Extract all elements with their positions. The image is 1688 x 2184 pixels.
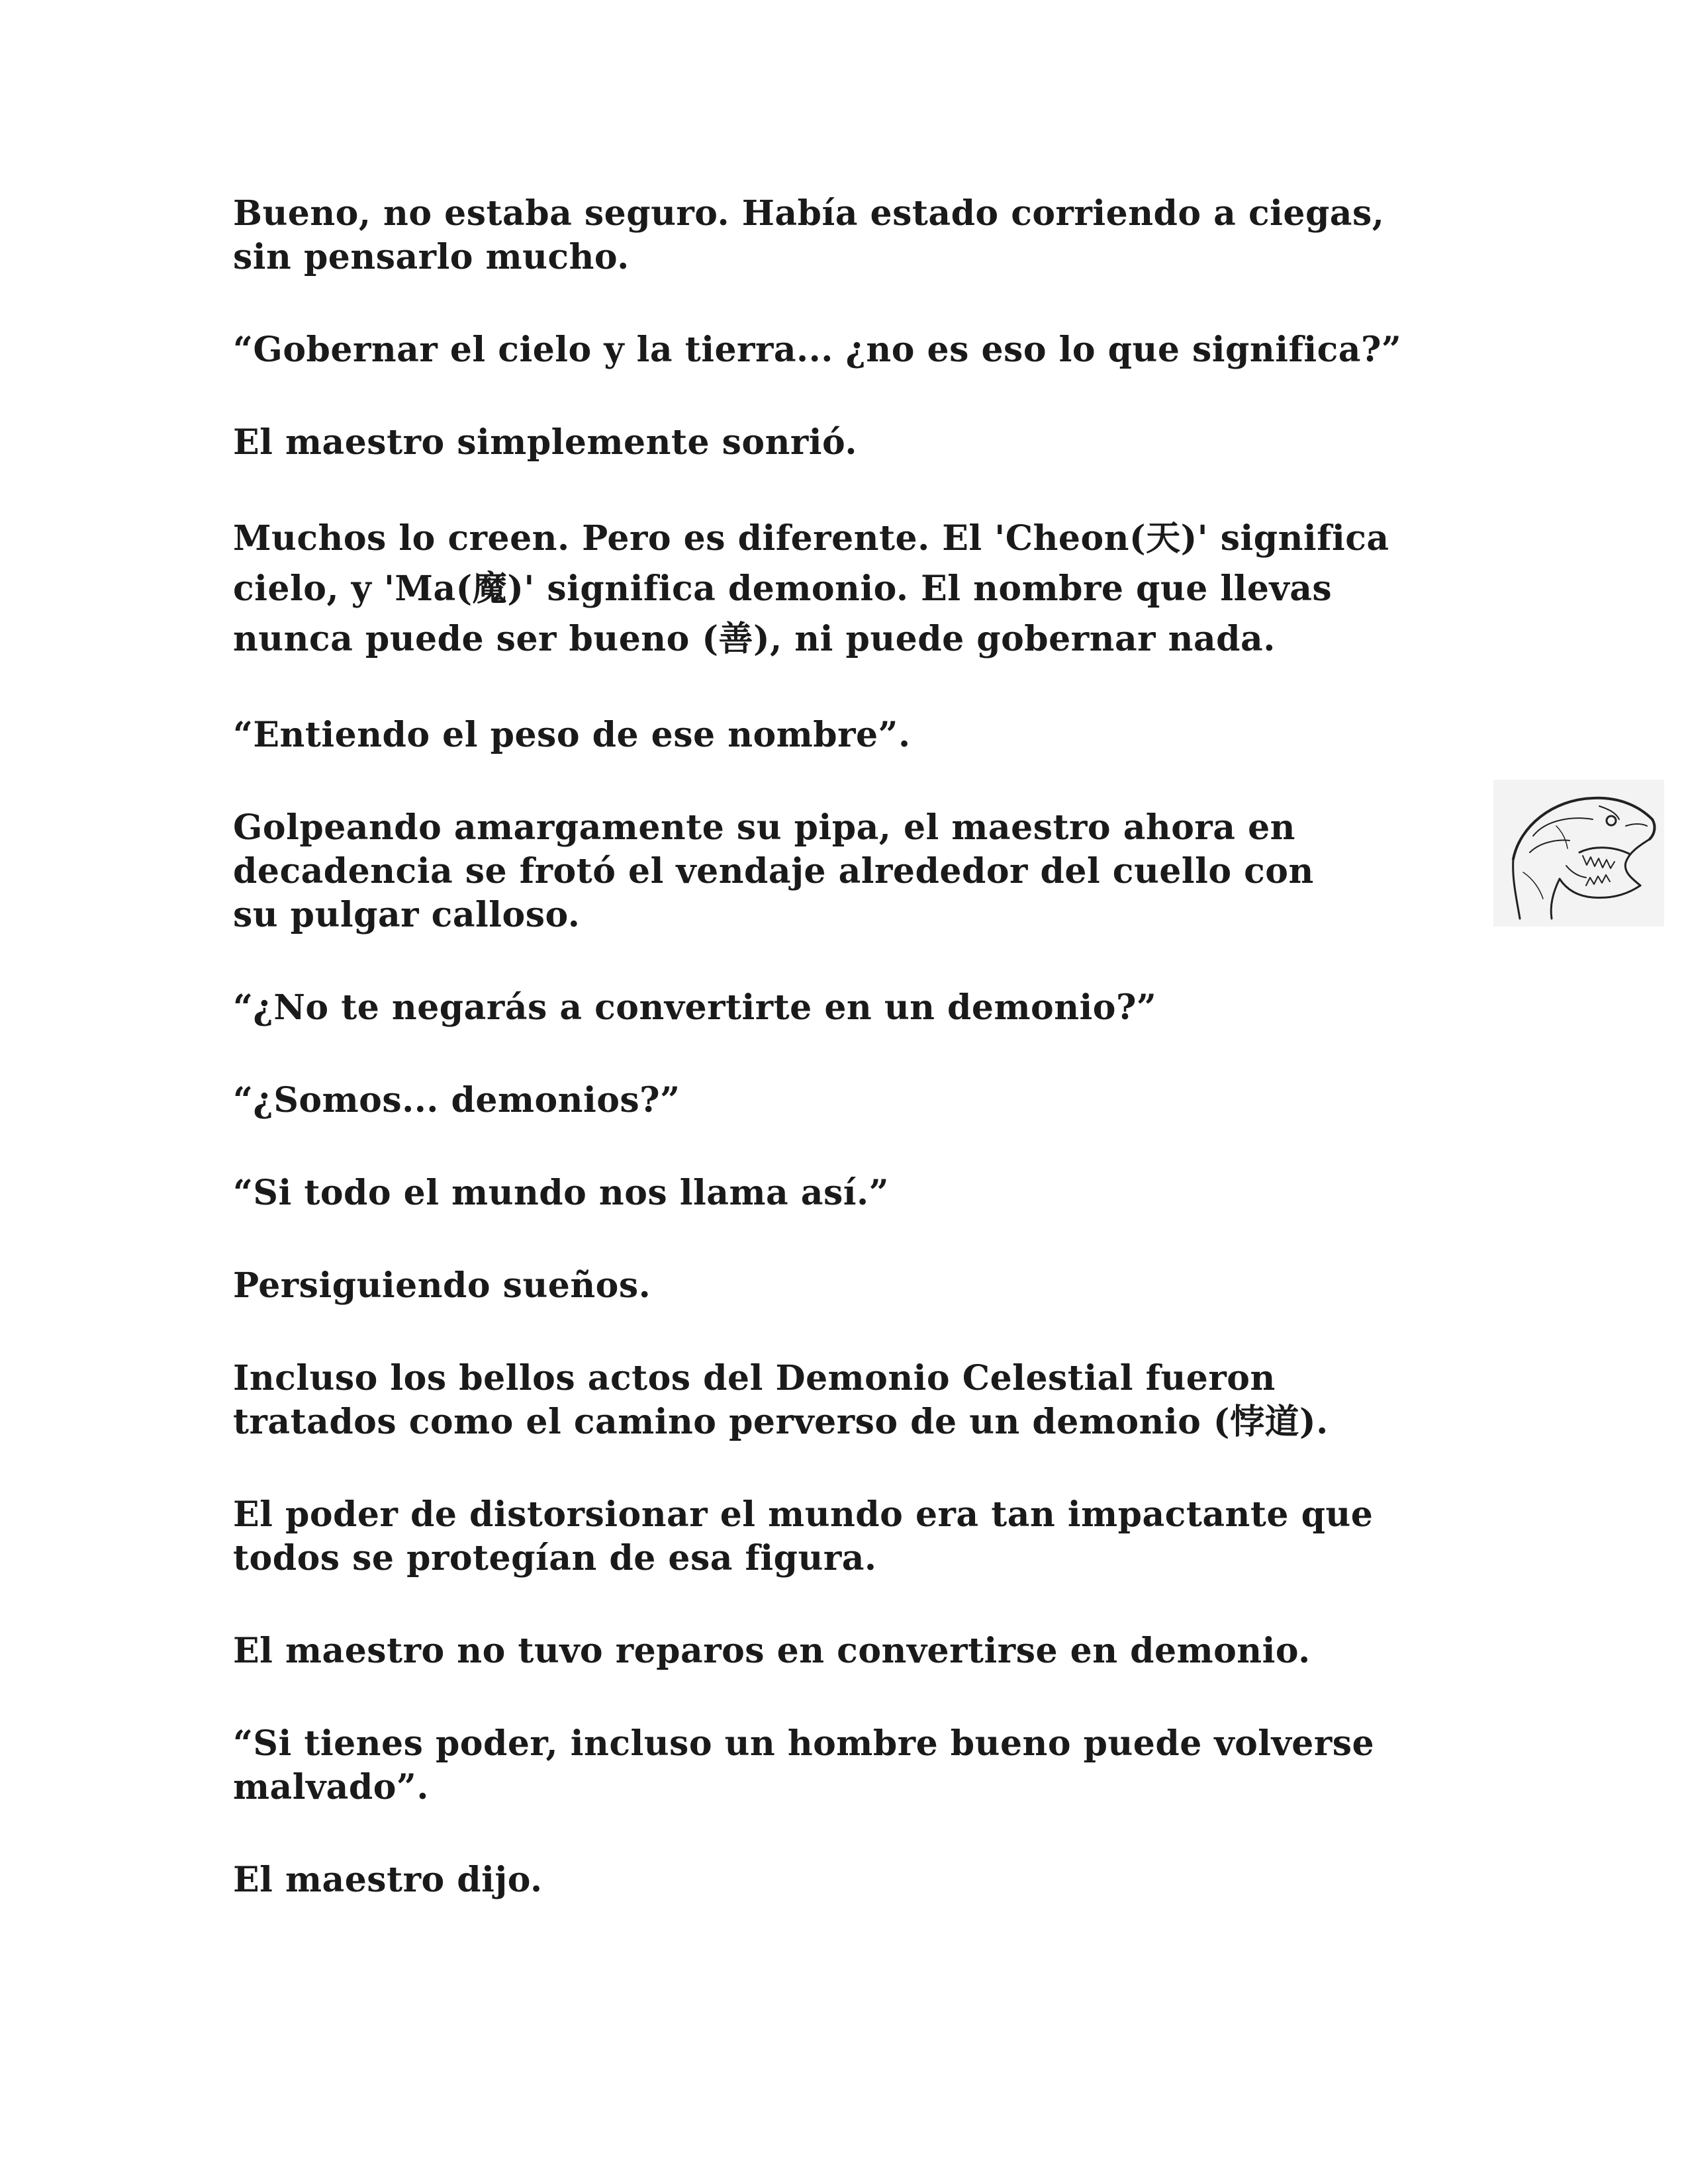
paragraph: “Si tienes poder, incluso un hombre bueno puede volverse malvado”. [233, 1723, 1375, 1807]
paragraph: “Gobernar el cielo y la tierra... ¿no es eso lo que significa?” [233, 330, 1402, 370]
dinosaur-head-sketch-icon [1493, 780, 1664, 927]
paragraph: “¿Somos... demonios?” [233, 1080, 680, 1120]
paragraph: El poder de distorsionar el mundo era tan impactante que todos se protegían de esa figura. [233, 1494, 1374, 1578]
paragraph: Incluso los bellos actos del Demonio Celestial fueron tratados como el camino perverso de un demonio (悖道). [233, 1358, 1329, 1442]
paragraph: Golpeando amargamente su pipa, el maestro ahora en decadencia se frotó el vendaje alrededor del cuello con su pulgar calloso. [233, 807, 1314, 935]
paragraph: Persiguiendo sueños. [233, 1265, 651, 1306]
paragraph: Bueno, no estaba seguro. Había estado corriendo a ciegas, sin pensarlo mucho. [233, 193, 1385, 277]
paragraph: “Entiendo el peso de ese nombre”. [233, 715, 911, 755]
paragraph: “Si todo el mundo nos llama así.” [233, 1173, 890, 1213]
paragraph: El maestro no tuvo reparos en convertirse en demonio. [233, 1631, 1311, 1671]
paragraph: El maestro dijo. [233, 1860, 543, 1900]
paragraph: “¿No te negarás a convertirte en un demonio?” [233, 987, 1157, 1028]
document-body [233, 192, 1491, 1951]
paragraph: Muchos lo creen. Pero es diferente. El 'Cheon(天)' significa cielo, y 'Ma(魔)' significa demonio. El nombre que llevas nunca puede ser bueno (善), ni puede gobernar nada. [233, 518, 1389, 659]
paragraph: El maestro simplemente sonrió. [233, 422, 857, 463]
